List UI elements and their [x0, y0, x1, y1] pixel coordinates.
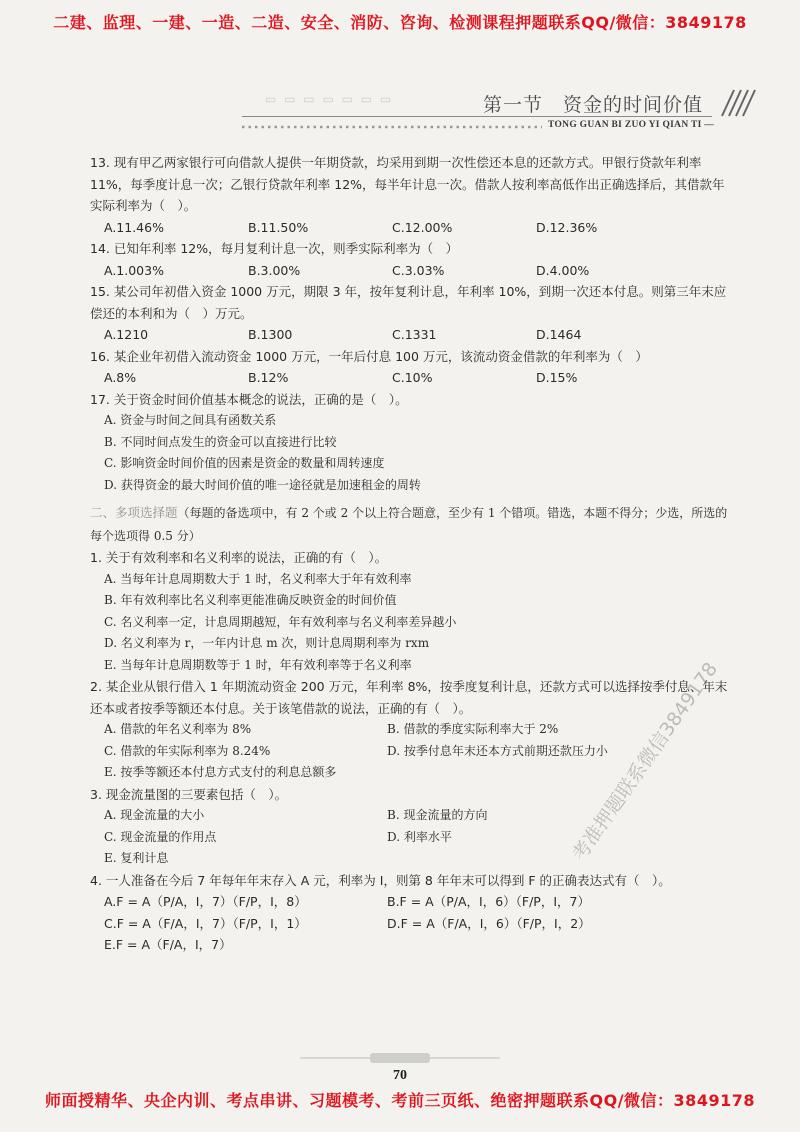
option: B.11.50%: [248, 219, 309, 235]
option: B.F = A（P/A，I，6）（F/P，I，7）: [387, 894, 590, 909]
option: D. 名义利率为 r，一年内计息 m 次，则计息周期利率为 rxm: [104, 636, 430, 650]
option-list: [90, 569, 730, 677]
option: B.12%: [248, 370, 289, 385]
bottom-promo-banner: 师面授精华、央企内训、考点串讲、习题模考、考前三页纸、绝密押题联系QQ/微信：3849178: [45, 1091, 755, 1110]
option: A.11.46%: [104, 219, 164, 235]
option: C.3.03%: [392, 262, 445, 278]
option: D. 按季付息年末还本方式前期还款压力小: [387, 743, 608, 758]
header-pinyin: TONG GUAN BI ZUO YI QIAN TI —: [548, 120, 715, 130]
option: B.3.00%: [248, 262, 301, 278]
option: C.12.00%: [392, 219, 453, 235]
option: A.8%: [104, 370, 137, 385]
option: C.10%: [392, 370, 433, 385]
question-content: [90, 152, 730, 956]
section-title: 第一节 资金的时间价值: [483, 94, 704, 116]
option: B. 年有效利率比名义利率更能准确反映资金的时间价值: [104, 593, 397, 607]
option: C.F = A（F/A，I，7）（F/P，I，1）: [104, 915, 307, 931]
section-title-label: 二、多项选择题: [90, 505, 178, 520]
question-text: 2. 某企业从银行借入 1 年期流动资金 200 万元，年利率 8%，按季度复利计息，还款方式可以选择按季付息、年末还本或者按季等额还本付息。关于该笔借款的说法，正确的有（ ）。: [90, 679, 728, 716]
section-heading: [90, 502, 730, 547]
option: B. 借款的季度实际利率大于 2%: [387, 722, 559, 736]
option-list: [90, 367, 730, 389]
multi-choice-question: [90, 870, 730, 956]
option: D.4.00%: [536, 262, 590, 278]
option-list: [90, 260, 730, 282]
option-list: [90, 217, 730, 239]
option: A. 现金流量的大小: [104, 808, 205, 822]
question-text: 17. 关于资金时间价值基本概念的说法，正确的是（ ）。: [90, 391, 408, 407]
option: E.F = A（F/A，I，7）: [104, 937, 232, 952]
option: E. 按季等额还本付息方式支付的利息总额多: [104, 765, 337, 779]
option-list: [90, 805, 730, 870]
option: B. 不同时间点发生的资金可以直接进行比较: [104, 434, 337, 449]
option: C. 影响资金时间价值的因素是资金的数量和周转速度: [104, 456, 385, 470]
option: C. 名义利率一定，计息周期越短，年有效利率与名义利率差异越小: [104, 614, 457, 629]
option-list: [90, 410, 730, 496]
option: A.F = A（P/A，I，7）（F/P，I，8）: [104, 894, 307, 909]
single-choice-question: [90, 238, 730, 281]
question-text: 4. 一人准备在今后 7 年每年年末存入 A 元，利率为 I，则第 8 年年末可以得到 F 的正确表达式有（ ）。: [90, 872, 671, 888]
question-text: 14. 已知年利率 12%，每月复利计息一次，则季实际利率为（ ）: [90, 241, 459, 256]
option: D.15%: [536, 370, 578, 385]
header-rule: [242, 116, 712, 117]
option: D.F = A（F/A，I，6）（F/P，I，2）: [387, 915, 591, 931]
option: E. 当每年计息周期数等于 1 时，年有效利率等于名义利率: [104, 657, 412, 672]
top-promo-banner: 二建、监理、一建、一造、二造、安全、消防、咨询、检测课程押题联系QQ/微信：3849178: [53, 13, 747, 32]
faded-header-deco: ▭ ▭ ▭ ▭ ▭ ▭ ▭: [265, 92, 394, 106]
option: A. 借款的年名义利率为 8%: [104, 722, 252, 736]
option: D. 利率水平: [387, 829, 452, 844]
option-list: [90, 891, 730, 956]
option: D.12.36%: [536, 219, 598, 235]
question-text: 15. 某公司年初借入资金 1000 万元，期限 3 年，按年复利计息，年利率 10%，到期一次还本付息。则第三年末应偿还的本利和为（ ）万元。: [90, 284, 727, 321]
footer-decoration: [300, 1052, 500, 1064]
option-list: [90, 324, 730, 346]
option: A.1.003%: [104, 262, 164, 278]
question-text: 1. 关于有效利率和名义利率的说法，正确的有（ ）。: [90, 550, 388, 565]
question-text: 3. 现金流量图的三要素包括（ ）。: [90, 786, 288, 802]
question-text: 16. 某企业年初借入流动资金 1000 万元，一年后付息 100 万元，该流动资金借款的年利率为（ ）: [90, 348, 648, 364]
option: A. 当每年计息周期数大于 1 时，名义利率大于年有效利率: [104, 571, 412, 586]
single-choice-question: [90, 346, 730, 389]
page-number: 70: [393, 1068, 407, 1083]
single-choice-question: [90, 389, 730, 497]
option: C. 借款的年实际利率为 8.24%: [104, 743, 271, 758]
option: D. 获得资金的最大时间价值的唯一途径就是加速租金的周转: [104, 477, 421, 492]
option: A.1210: [104, 327, 149, 342]
option: D.1464: [536, 327, 582, 342]
option: C. 现金流量的作用点: [104, 829, 217, 844]
option: E. 复利计息: [104, 851, 169, 865]
option: C.1331: [392, 327, 437, 342]
option: B. 现金流量的方向: [387, 808, 488, 822]
option: A. 资金与时间之间具有函数关系: [104, 413, 277, 427]
multi-choice-question: [90, 547, 730, 676]
page-header: [0, 80, 800, 140]
diagonal-watermark: 考准押题联系微信3849178: [568, 658, 723, 865]
section-note: （每题的备选项中，有 2 个或 2 个以上符合题意，至少有 1 个错项。错选，本题不得分；少选，所选的每个选项得 0.5 分）: [90, 506, 728, 543]
single-choice-question: [90, 281, 730, 346]
slash-decoration-icon: [718, 88, 758, 118]
question-text: 13. 现有甲乙两家银行可向借款人提供一年期贷款，均采用到期一次性偿还本息的还款方式。甲银行贷款年利率 11%，每季度计息一次；乙银行贷款年利率 12%，每半年计息一次。借款人按利率高低作出正确选择后，其借款年实际利率为（ ）。: [90, 155, 725, 213]
dotted-rule: [242, 124, 542, 130]
option: B.1300: [248, 327, 293, 342]
single-choice-question: [90, 152, 730, 238]
